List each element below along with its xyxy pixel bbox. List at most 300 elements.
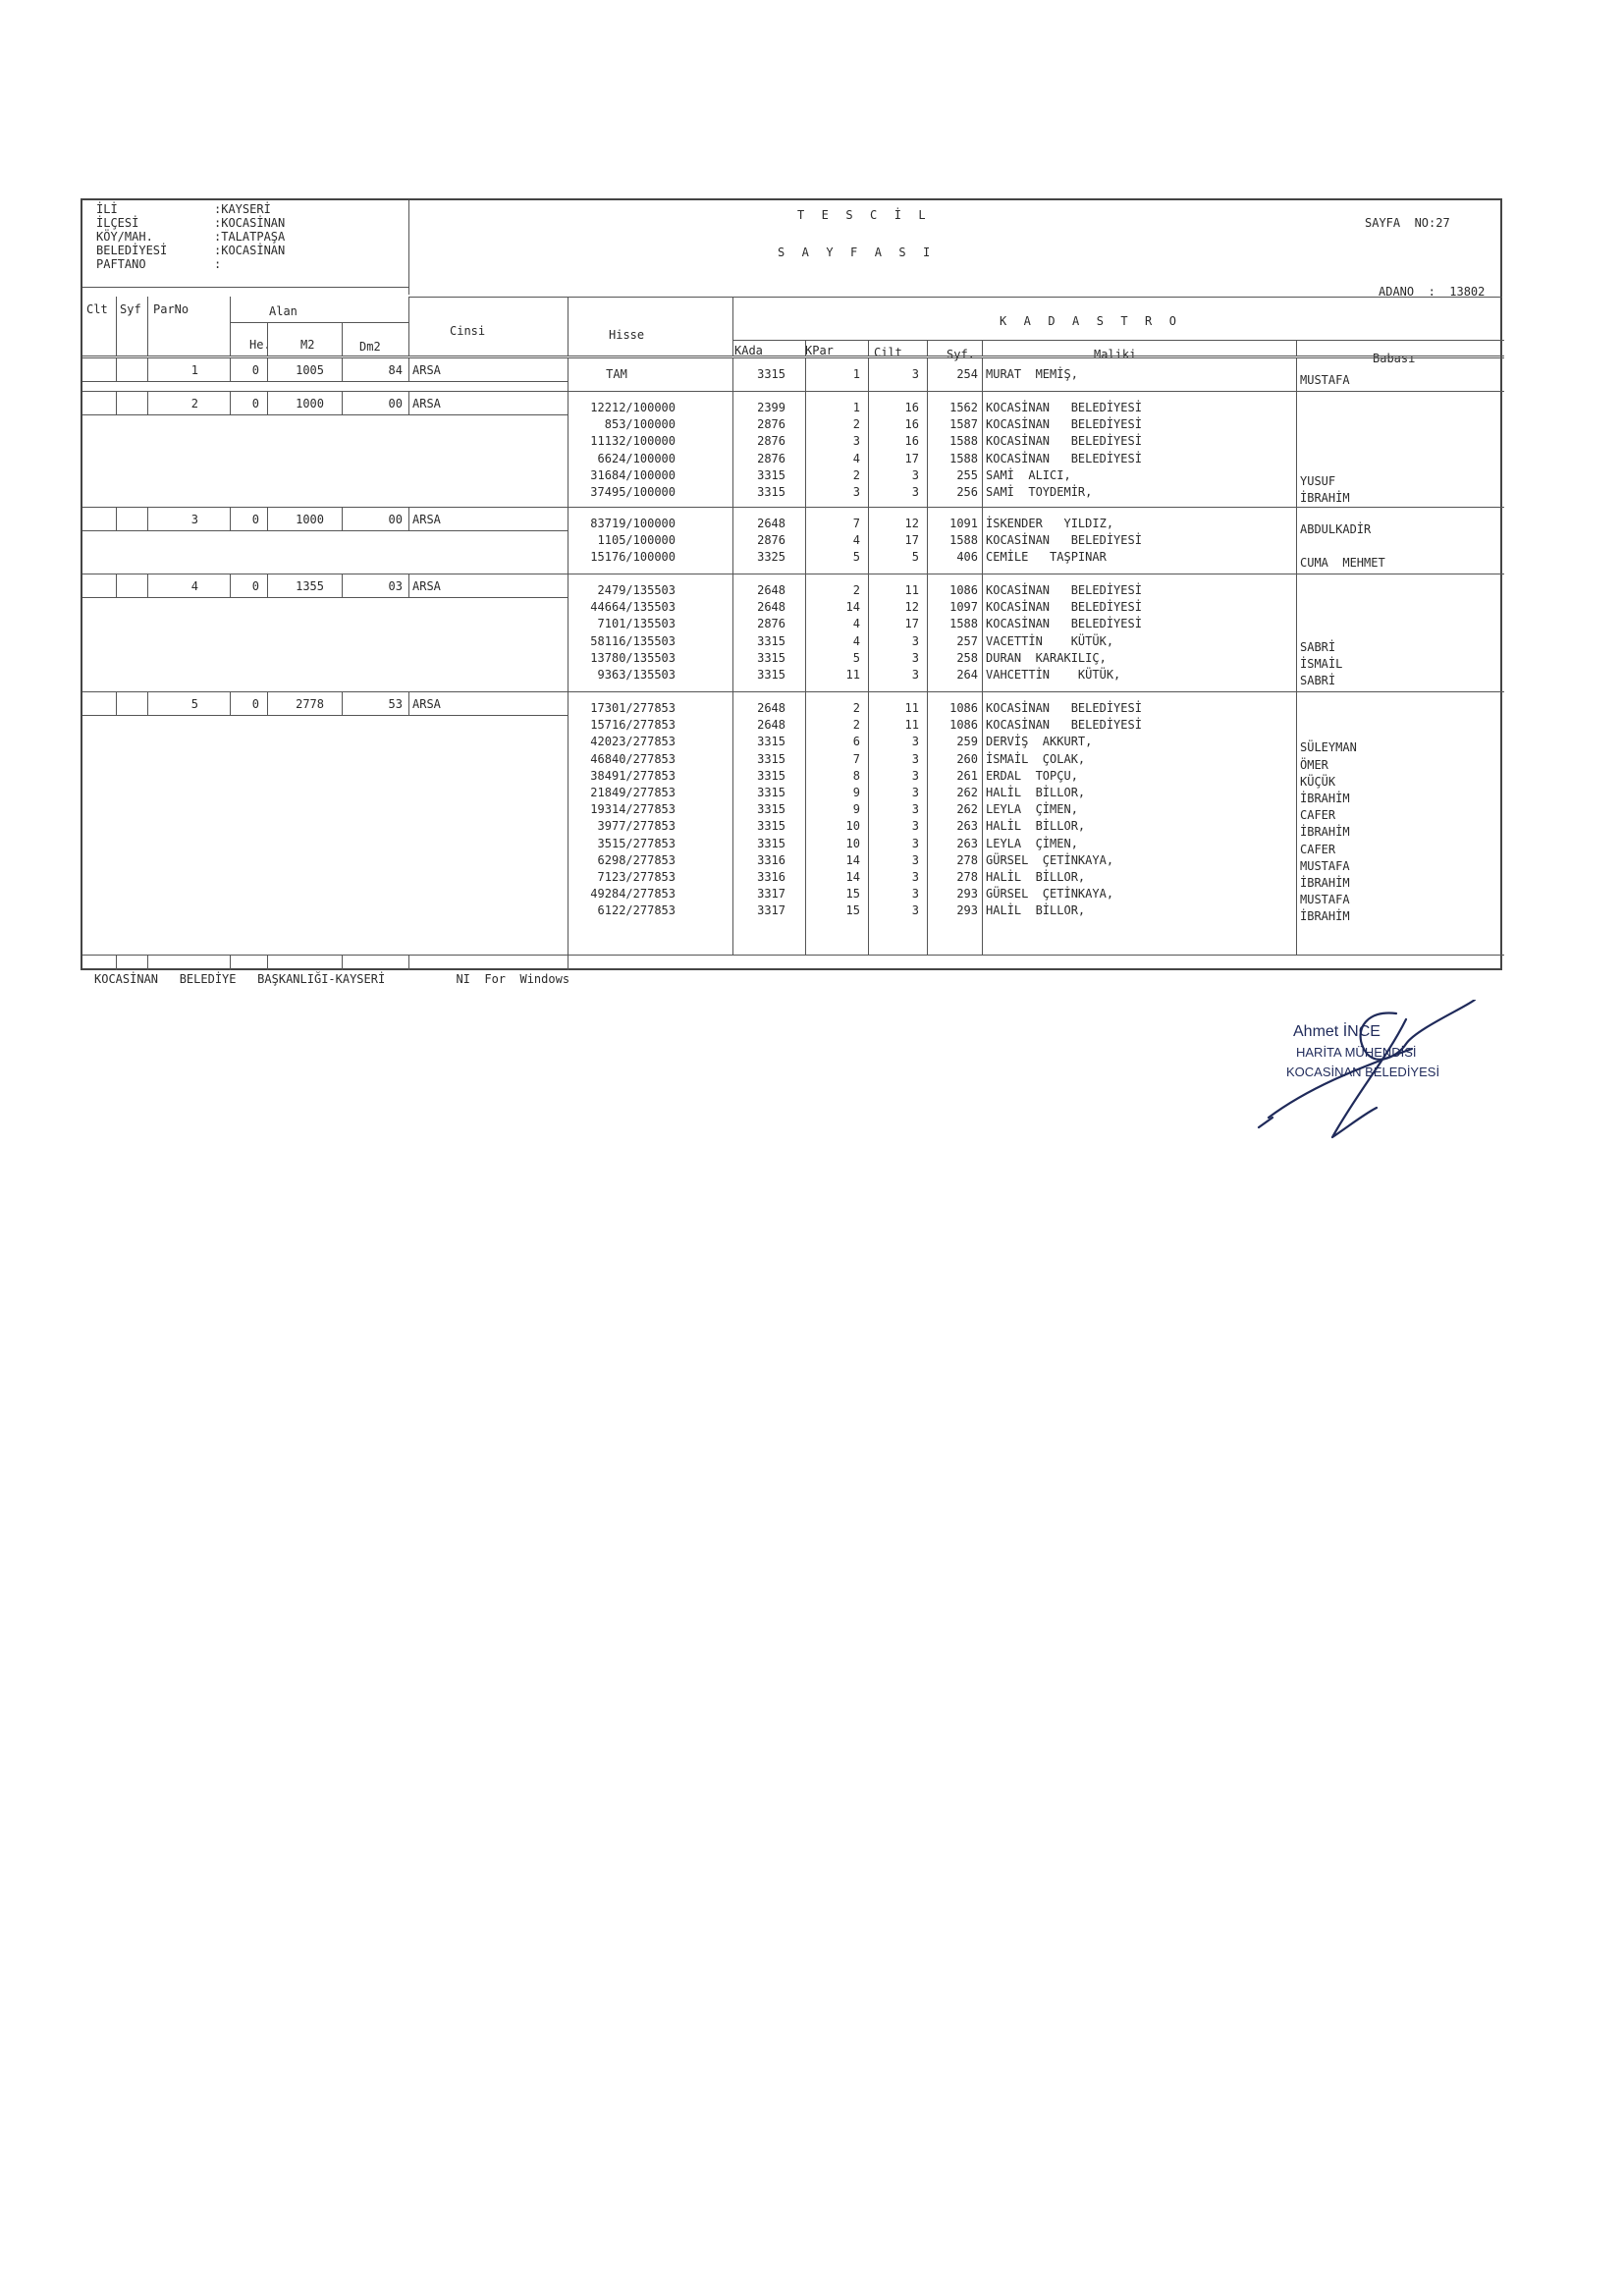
cadastre-parcel: 11: [845, 668, 860, 682]
share-ratio: 38491/277853: [590, 768, 676, 783]
cadastre-page: 262: [956, 786, 978, 799]
cadastre-parcel: 6: [852, 735, 860, 749]
owner-name: DERVİŞ AKKURT,: [986, 735, 1093, 749]
father-name: İBRAHİM: [1300, 825, 1350, 840]
parcel-number: 2: [190, 397, 198, 410]
header-column-divider: [147, 297, 148, 355]
father-name: MUSTAFA: [1300, 373, 1350, 387]
father-name: YUSUF: [1300, 473, 1336, 488]
cadastre-volume: 3: [911, 786, 919, 799]
cadastre-block: 2648: [757, 583, 785, 597]
value-koy: :TALATPAŞA: [214, 230, 286, 244]
parcel-number: 5: [190, 697, 198, 711]
cadastre-page: 1588: [949, 451, 978, 465]
cadastre-volume: 12: [904, 517, 919, 530]
kadastro-divider: [982, 391, 983, 507]
cadastre-volume: 3: [911, 668, 919, 682]
parcel-type: ARSA: [412, 697, 441, 711]
signatory-name: Ahmet İNCE: [1293, 1023, 1380, 1040]
owner-name: HALİL BİLLOR,: [986, 786, 1086, 799]
col-dm2: Dm2: [359, 340, 381, 354]
owner-name: HALİL BİLLOR,: [986, 819, 1086, 834]
signatory-title: HARİTA MÜHENDİSİ: [1296, 1045, 1417, 1060]
share-ratio: 49284/277853: [590, 887, 676, 902]
kadastro-divider: [1296, 357, 1297, 391]
owner-name: KOCASİNAN BELEDİYESİ: [986, 701, 1142, 715]
cadastre-block: 2648: [757, 517, 785, 530]
col-cinsi: Cinsi: [450, 324, 486, 338]
parcel-dm2: 03: [388, 579, 403, 593]
cadastre-volume: 3: [911, 903, 919, 918]
header-column-divider: [267, 322, 268, 355]
cadastre-block: 3317: [757, 903, 785, 918]
col-m2: M2: [300, 338, 315, 352]
cadastre-block: 3315: [757, 367, 785, 381]
cadastre-parcel: 5: [852, 650, 860, 665]
owner-name: KOCASİNAN BELEDİYESİ: [986, 583, 1142, 597]
owner-name: LEYLA ÇİMEN,: [986, 802, 1078, 817]
cadastre-parcel: 2: [852, 583, 860, 597]
owner-name: KOCASİNAN BELEDİYESİ: [986, 600, 1142, 615]
col-syf-kadastro: Syf.: [947, 348, 975, 361]
owner-name: GÜRSEL ÇETİNKAYA,: [986, 852, 1114, 867]
kadastro-header-divider: [982, 340, 983, 355]
document-title: T E S C İ L: [797, 208, 927, 222]
cadastre-block: 3316: [757, 852, 785, 867]
cadastre-parcel: 5: [852, 550, 860, 565]
share-ratio: 853/100000: [604, 417, 676, 432]
footer-strip-divider: [116, 955, 117, 970]
cadastre-page: 1587: [949, 417, 978, 432]
cadastre-block: 2876: [757, 451, 785, 465]
cadastre-block: 3315: [757, 485, 785, 499]
cadastre-volume: 3: [911, 802, 919, 817]
share-ratio: 42023/277853: [590, 735, 676, 749]
father-name: İSMAİL: [1300, 656, 1343, 671]
cadastre-block: 3315: [757, 467, 785, 482]
cadastre-parcel: 15: [845, 903, 860, 918]
parcel-hectare: 0: [251, 397, 259, 410]
alan-sub-line: [230, 322, 408, 323]
cadastre-parcel: 14: [845, 870, 860, 884]
owner-name: HALİL BİLLOR,: [986, 903, 1086, 918]
cadastre-volume: 3: [911, 852, 919, 867]
cadastre-parcel: 4: [852, 633, 860, 648]
kadastro-divider: [982, 574, 983, 691]
cadastre-volume: 3: [911, 367, 919, 381]
father-name: MUSTAFA: [1300, 858, 1350, 873]
cadastre-volume: 17: [904, 533, 919, 548]
kadastro-divider: [982, 507, 983, 574]
footer-strip-divider: [230, 955, 231, 970]
parcel-id-strip-divider: [116, 691, 117, 715]
share-ratio: 44664/135503: [590, 600, 676, 615]
cadastre-page: 257: [956, 633, 978, 648]
cadastre-parcel: 14: [845, 852, 860, 867]
cadastre-page: 293: [956, 903, 978, 918]
adano: ADANO : 13802: [1379, 285, 1486, 299]
father-name: İBRAHİM: [1300, 876, 1350, 890]
page-number: SAYFA NO:27: [1365, 216, 1450, 230]
header-column-divider: [116, 297, 117, 355]
cadastre-page: 259: [956, 735, 978, 749]
cadastre-volume: 3: [911, 735, 919, 749]
cadastre-page: 293: [956, 887, 978, 902]
share-ratio: TAM: [606, 367, 627, 381]
value-ilce: :KOCASİNAN: [214, 216, 286, 230]
cadastre-page: 264: [956, 668, 978, 682]
cadastre-block: 2648: [757, 701, 785, 715]
col-maliki: Maliki: [1094, 348, 1137, 361]
father-name: İBRAHİM: [1300, 792, 1350, 805]
cadastre-volume: 3: [911, 887, 919, 902]
cadastre-page: 1588: [949, 434, 978, 449]
cadastre-block: 2399: [757, 401, 785, 414]
label-koy: KÖY/MAH.: [96, 230, 153, 244]
owner-name: LEYLA ÇİMEN,: [986, 836, 1078, 850]
cadastre-parcel: 10: [845, 819, 860, 834]
footer-strip-divider: [342, 955, 343, 970]
share-ratio: 6624/100000: [597, 451, 676, 465]
col-hisse: Hisse: [609, 328, 645, 342]
parcel-dm2: 00: [388, 513, 403, 526]
footer-strip-divider: [267, 955, 268, 970]
father-name: İBRAHİM: [1300, 491, 1350, 505]
kadastro-divider: [1296, 574, 1297, 691]
cadastre-volume: 3: [911, 768, 919, 783]
share-ratio: 2479/135503: [597, 583, 676, 597]
value-il: :KAYSERİ: [214, 202, 271, 216]
cadastre-block: 3316: [757, 870, 785, 884]
cadastre-block: 2876: [757, 417, 785, 432]
parcel-id-strip-line: [82, 381, 568, 382]
cadastre-volume: 3: [911, 819, 919, 834]
share-ratio: 31684/100000: [590, 467, 676, 482]
parcel-dm2: 53: [388, 697, 403, 711]
owner-name: GÜRSEL ÇETİNKAYA,: [986, 887, 1114, 902]
parcel-id-strip-divider: [408, 574, 409, 597]
cadastre-block: 3315: [757, 802, 785, 817]
parcel-id-strip-divider: [116, 391, 117, 414]
cadastre-block: 2648: [757, 600, 785, 615]
cadastre-parcel: 9: [852, 786, 860, 799]
cadastre-parcel: 7: [852, 751, 860, 766]
footer-strip-divider: [408, 955, 409, 970]
header-column-divider: [408, 297, 409, 355]
col-cilt: Cilt: [874, 346, 902, 359]
col-syf: Syf: [120, 302, 141, 316]
parcel-id-strip-divider: [116, 507, 117, 530]
cadastre-volume: 11: [904, 583, 919, 597]
kadastro-header-divider: [805, 340, 806, 355]
cadastre-block: 3315: [757, 768, 785, 783]
owner-name: CEMİLE TAŞPINAR: [986, 550, 1107, 565]
cadastre-parcel: 1: [852, 367, 860, 381]
share-ratio: 7123/277853: [597, 870, 676, 884]
cadastre-parcel: 4: [852, 451, 860, 465]
parcel-type: ARSA: [412, 513, 441, 526]
parcel-m2: 1355: [296, 579, 324, 593]
father-name: CAFER: [1300, 842, 1336, 856]
cadastre-volume: 17: [904, 617, 919, 631]
parcel-id-strip-divider: [408, 507, 409, 530]
father-name: SABRİ: [1300, 639, 1336, 654]
owner-name: VACETTİN KÜTÜK,: [986, 633, 1114, 648]
share-ratio: 3515/277853: [597, 836, 676, 850]
owner-name: KOCASİNAN BELEDİYESİ: [986, 451, 1142, 465]
owner-name: VAHCETTİN KÜTÜK,: [986, 668, 1121, 682]
kadastro-header-divider: [868, 340, 869, 355]
share-ratio: 1105/100000: [597, 533, 676, 548]
parcel-id-strip-line: [82, 530, 568, 531]
cadastre-page: 406: [956, 550, 978, 565]
header-bottom-line: [82, 287, 408, 288]
share-ratio: 11132/100000: [590, 434, 676, 449]
owner-name: KOCASİNAN BELEDİYESİ: [986, 417, 1142, 432]
cadastre-volume: 3: [911, 751, 919, 766]
cadastre-volume: 3: [911, 870, 919, 884]
parcel-id-strip-line: [82, 715, 568, 716]
owner-name: KOCASİNAN BELEDİYESİ: [986, 401, 1142, 414]
cadastre-page: 1097: [949, 600, 978, 615]
cadastre-page: 263: [956, 836, 978, 850]
parcel-id-strip-divider: [116, 574, 117, 597]
signature-stamp: [1239, 1000, 1485, 1157]
parcel-dm2: 00: [388, 397, 403, 410]
cadastre-page: 263: [956, 819, 978, 834]
father-name: SABRİ: [1300, 674, 1336, 687]
kadastro-divider: [982, 691, 983, 955]
parcel-type: ARSA: [412, 363, 441, 377]
cadastre-page: 278: [956, 852, 978, 867]
cadastre-page: 1588: [949, 533, 978, 548]
header-divider: [408, 200, 409, 295]
kadastro-divider: [982, 357, 983, 391]
kadastro-top-line: [408, 297, 1502, 298]
cadastre-volume: 11: [904, 718, 919, 733]
col-kadastro: K A D A S T R O: [1000, 314, 1177, 328]
cadastre-volume: 16: [904, 434, 919, 449]
cadastre-page: 255: [956, 467, 978, 482]
cadastre-volume: 3: [911, 650, 919, 665]
parcel-type: ARSA: [412, 579, 441, 593]
cadastre-block: 3317: [757, 887, 785, 902]
parcel-separator: [82, 391, 1504, 392]
cadastre-page: 260: [956, 751, 978, 766]
owner-name: SAMİ ALICI,: [986, 467, 1071, 482]
parcel-separator: [82, 357, 1504, 358]
parcel-id-strip-line: [82, 414, 568, 415]
parcel-id-strip-divider: [408, 391, 409, 414]
cadastre-block: 2648: [757, 718, 785, 733]
father-name: ÖMER: [1300, 757, 1328, 772]
cadastre-block: 3315: [757, 735, 785, 749]
kadastro-header-divider: [927, 340, 928, 355]
parcel-m2: 1000: [296, 513, 324, 526]
share-ratio: 9363/135503: [597, 668, 676, 682]
label-paftano: PAFTANO: [96, 257, 146, 271]
share-ratio: 12212/100000: [590, 401, 676, 414]
cadastre-parcel: 2: [852, 701, 860, 715]
share-ratio: 37495/100000: [590, 485, 676, 499]
label-belediye: BELEDİYESİ: [96, 244, 168, 257]
father-name: ABDULKADİR: [1300, 522, 1372, 536]
cadastre-volume: 11: [904, 701, 919, 715]
owner-name: KOCASİNAN BELEDİYESİ: [986, 617, 1142, 631]
cadastre-parcel: 2: [852, 467, 860, 482]
father-name: MUSTAFA: [1300, 893, 1350, 907]
col-kada: KAda: [734, 344, 763, 357]
parcel-separator: [82, 507, 1504, 508]
parcel-dm2: 84: [388, 363, 403, 377]
header-column-divider: [230, 297, 231, 355]
cadastre-page: 1091: [949, 517, 978, 530]
cadastre-page: 1588: [949, 617, 978, 631]
table-bottom-line: [82, 955, 1504, 956]
cadastre-volume: 16: [904, 417, 919, 432]
parcel-id-strip-line: [82, 597, 568, 598]
cadastre-page: 256: [956, 485, 978, 499]
kadastro-sub-line: [732, 340, 1504, 341]
cadastre-block: 3315: [757, 836, 785, 850]
cadastre-parcel: 15: [845, 887, 860, 902]
col-alan: Alan: [269, 304, 298, 318]
header-base-line: [82, 355, 1504, 356]
tescil-sheet: [81, 198, 1502, 970]
kadastro-divider: [1296, 507, 1297, 574]
owner-name: HALİL BİLLOR,: [986, 870, 1086, 884]
cadastre-parcel: 10: [845, 836, 860, 850]
cadastre-page: 278: [956, 870, 978, 884]
parcel-m2: 1000: [296, 397, 324, 410]
share-ratio: 6298/277853: [597, 852, 676, 867]
col-kpar: KPar: [805, 344, 834, 357]
kadastro-divider: [1296, 691, 1297, 955]
cadastre-block: 3315: [757, 751, 785, 766]
cadastre-page: 262: [956, 802, 978, 817]
cadastre-volume: 12: [904, 600, 919, 615]
cadastre-parcel: 9: [852, 802, 860, 817]
parcel-separator: [82, 691, 1504, 692]
parcel-number: 3: [190, 513, 198, 526]
cadastre-block: 2876: [757, 533, 785, 548]
cadastre-parcel: 2: [852, 718, 860, 733]
document-subtitle: S A Y F A S I: [778, 246, 932, 259]
cadastre-page: 1562: [949, 401, 978, 414]
share-ratio: 6122/277853: [597, 903, 676, 918]
cadastre-volume: 3: [911, 633, 919, 648]
parcel-hectare: 0: [251, 513, 259, 526]
label-il: İLİ: [96, 202, 118, 216]
parcel-id-strip-divider: [408, 691, 409, 715]
cadastre-parcel: 8: [852, 768, 860, 783]
cadastre-volume: 3: [911, 485, 919, 499]
owner-name: KOCASİNAN BELEDİYESİ: [986, 718, 1142, 733]
cadastre-block: 3315: [757, 786, 785, 799]
col-parno: ParNo: [153, 302, 189, 316]
cadastre-volume: 3: [911, 836, 919, 850]
cadastre-block: 3315: [757, 650, 785, 665]
share-ratio: 7101/135503: [597, 617, 676, 631]
parcel-id-strip-divider: [408, 357, 409, 381]
cadastre-page: 254: [956, 367, 978, 381]
parcel-hectare: 0: [251, 697, 259, 711]
parcel-hectare: 0: [251, 579, 259, 593]
signatory-organization: KOCASİNAN BELEDİYESİ: [1286, 1065, 1440, 1079]
cadastre-block: 3325: [757, 550, 785, 565]
col-he: He.: [249, 338, 271, 352]
footer-text: KOCASİNAN BELEDİYE BAŞKANLIĞI-KAYSERİ NI For Windows: [94, 972, 570, 986]
cadastre-parcel: 4: [852, 617, 860, 631]
cadastre-parcel: 2: [852, 417, 860, 432]
cadastre-parcel: 7: [852, 517, 860, 530]
parcel-number: 4: [190, 579, 198, 593]
cadastre-volume: 5: [911, 550, 919, 565]
cadastre-volume: 17: [904, 451, 919, 465]
cadastre-page: 1086: [949, 583, 978, 597]
owner-name: İSKENDER YILDIZ,: [986, 517, 1114, 530]
cadastre-block: 3315: [757, 819, 785, 834]
share-ratio: 17301/277853: [590, 701, 676, 715]
footer-strip-divider: [147, 955, 148, 970]
col-babasi: Babası: [1373, 352, 1416, 365]
col-clt: Clt: [86, 302, 108, 316]
father-name: CUMA MEHMET: [1300, 556, 1385, 571]
father-name: KÜÇÜK: [1300, 774, 1336, 789]
cadastre-parcel: 1: [852, 401, 860, 414]
owner-name: KOCASİNAN BELEDİYESİ: [986, 533, 1142, 548]
cadastre-page: 258: [956, 650, 978, 665]
share-ratio: 15176/100000: [590, 550, 676, 565]
share-ratio: 19314/277853: [590, 802, 676, 817]
share-ratio: 83719/100000: [590, 517, 676, 530]
kadastro-header-divider: [1296, 340, 1297, 355]
cadastre-block: 3315: [757, 668, 785, 682]
owner-name: KOCASİNAN BELEDİYESİ: [986, 434, 1142, 449]
cadastre-page: 1086: [949, 718, 978, 733]
header-column-divider: [342, 322, 343, 355]
share-ratio: 15716/277853: [590, 718, 676, 733]
owner-name: DURAN KARAKILIÇ,: [986, 650, 1107, 665]
cadastre-block: 2876: [757, 617, 785, 631]
owner-name: SAMİ TOYDEMİR,: [986, 485, 1093, 499]
cadastre-parcel: 4: [852, 533, 860, 548]
value-belediye: :KOCASİNAN: [214, 244, 286, 257]
father-name: CAFER: [1300, 808, 1336, 823]
cadastre-block: 3315: [757, 633, 785, 648]
parcel-m2: 2778: [296, 697, 324, 711]
cadastre-parcel: 14: [845, 600, 860, 615]
owner-name: ERDAL TOPÇU,: [986, 768, 1078, 783]
owner-name: MURAT MEMİŞ,: [986, 367, 1078, 381]
share-ratio: 46840/277853: [590, 751, 676, 766]
father-name: SÜLEYMAN: [1300, 740, 1357, 755]
cadastre-page: 261: [956, 768, 978, 783]
cadastre-volume: 16: [904, 401, 919, 414]
cadastre-block: 2876: [757, 434, 785, 449]
share-ratio: 13780/135503: [590, 650, 676, 665]
parcel-type: ARSA: [412, 397, 441, 410]
kadastro-divider: [1296, 391, 1297, 507]
cadastre-volume: 3: [911, 467, 919, 482]
cadastre-parcel: 3: [852, 434, 860, 449]
share-ratio: 21849/277853: [590, 786, 676, 799]
parcel-number: 1: [190, 363, 198, 377]
parcel-m2: 1005: [296, 363, 324, 377]
header-column-divider: [732, 297, 733, 355]
cadastre-parcel: 3: [852, 485, 860, 499]
label-ilce: İLÇESİ: [96, 216, 139, 230]
